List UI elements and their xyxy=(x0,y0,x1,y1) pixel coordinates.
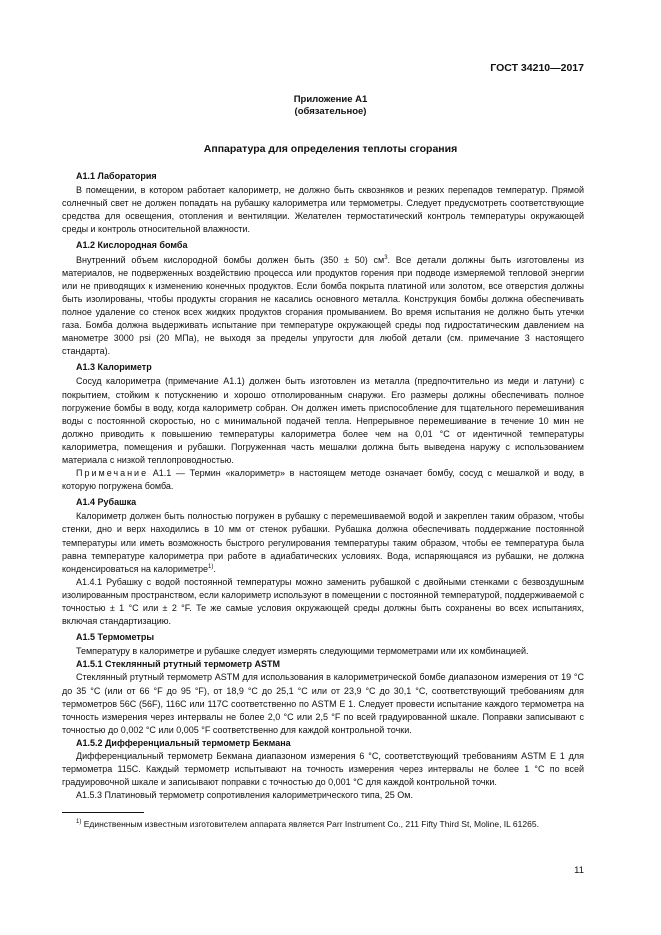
note-text: А1.1 — Термин «калориметр» в настоящем методе означает бомбу, сосуд с мешалкой и воду, в которую погружена бомба. xyxy=(62,468,584,492)
section-heading-a15: А1.5 Термометры xyxy=(76,632,154,643)
section-heading-a13: А1.3 Калориметр xyxy=(76,362,152,373)
paragraph-a14-end: . xyxy=(213,563,216,574)
section-heading-a14: А1.4 Рубашка xyxy=(76,497,137,508)
document-id: ГОСТ 34210—2017 xyxy=(490,62,584,74)
note-a11 xyxy=(62,467,584,493)
paragraph-a153: А1.5.3 Платиновый термометр сопротивления калориметрического типа, 25 Ом. xyxy=(76,790,413,801)
subsection-heading-a151: А1.5.1 Стеклянный ртутный термометр ASTM xyxy=(76,659,280,670)
annex-heading xyxy=(0,94,661,118)
section-heading-a11: А1.1 Лаборатория xyxy=(76,171,157,181)
paragraph-a14 xyxy=(62,510,584,575)
footnote xyxy=(62,818,584,830)
paragraph-a14-start: Калориметр должен быть полностью погружен в рубашку с перемешиваемой водой и закреплен таким образом, чтобы стенки, дно и верх находились в 10 мм от стенок рубашки. Рубашка должна обеспечивать поддержание постоянной температуры или иметь возможность быстрого регулирования температуры таким образом, чтобы ее температура была равна температуре калориметра при работе в адиабатических условиях. Вода, испаряющаяся из рубашки, не должна конденсироваться на калориметре xyxy=(62,511,584,574)
paragraph-a11: В помещении, в котором работает калориметр, не должно быть сквозняков и резких перепадов температур. Прямой солнечный свет не должен попадать на рубашку калориметра или термометры. Следует предусмотреть соответствующие средства для освещения, отопления и вентиляции. Желателен термостатический контроль температуры окружающей среды и контроль относительной влажности. xyxy=(62,185,584,235)
section-heading-a12: А1.2 Кислородная бомба xyxy=(76,240,188,251)
footnote-ref: 1) xyxy=(208,563,214,570)
paragraph-a12-end: . Все детали должны быть изготовлены из материалов, не подверженных воздействию процесса или продуктов горения при подводе измеряемой тепловой энергии или не приводящих к изменению конечных продуктов. Если бомба покрыта платиной или золотом, все отверстия должны быть изолированы, чтобы продукты сгорания не касались основного металла. Конструкция бомбы должна обеспечивать полное удаление со стенок всех жидких продуктов сгорания промыванием. Во время испытания не должно быть утечки газа. Бомба должна выдерживать испытание при температуре окружающей среды под гидростатическим давлением на манометре 3000 psi (20 МПа), не выходя за пределы упругости для любой детали (см. примечание 3 настоящего стандарта). xyxy=(62,254,585,357)
paragraph-a141: А1.4.1 Рубашку с водой постоянной температуры можно заменить рубашкой с двойными стенками с безвоздушным изолированным пространством, если калориметр используют в помещении с постоянной температурой, поддерживаемой с точностью ± 1 °С или ± 2 °F. Те же самые условия окружающей среды должны быть сохранены во всех испытаниях, включая стандартизацию. xyxy=(62,576,584,627)
footnote-marker: 1) xyxy=(76,819,82,826)
page-number: 11 xyxy=(574,865,584,876)
paragraph-a15: Температуру в калориметре и рубашке следует измерять следующими термометрами или их комбинацией. xyxy=(76,646,529,657)
footnote-divider xyxy=(62,812,144,813)
paragraph-a152: Дифференциальный термометр Бекмана диапазоном измерения 6 °С, соответствующий требованиям ASTM E 1 для термометра 115С. Каждый термометр испытывают на точность измерения через интервалы не более 1 °С по всей градуировочной шкале и записывают поправки с точностью до 0,001 °С для каждой контрольной точки. xyxy=(62,751,584,788)
annex-title: Приложение А1 xyxy=(293,94,368,105)
annex-status: (обязательное) xyxy=(294,106,367,117)
paragraph-a12-start: Внутренний объем кислородной бомбы должен быть (350 ± 50) см xyxy=(76,254,385,265)
footnote-text: Единственным известным изготовителем аппарата является Parr Instrument Co., 211 Fifty Third St, Moline, IL 61265. xyxy=(81,819,539,829)
document-body xyxy=(62,167,584,802)
main-title: Аппаратура для определения теплоты сгорания xyxy=(203,143,458,155)
paragraph-a12 xyxy=(62,254,584,359)
paragraph-a13: Сосуд калориметра (примечание А1.1) должен быть изготовлен из металла (предпочтительно из меди и латуни) с покрытием, стойким к потускнению и хорошо отполированным снаружи. Его размеры должны обеспечивать полное погружение бомбы в воду, когда калориметр собран. Он должен иметь приспособление для тщательного перемешивания воды с постоянной скоростью, но с минимальной подачей тепла. Непрерывное перемешивание в течение 10 мин не должно приводить к повышению температуры калориметра более чем на 0,01 °С от идентичной температуры калориметра, помещения и рубашки. Погруженная часть мешалки должна быть выведена наружу с использованием материала с низкой теплопроводностью. xyxy=(62,376,584,465)
paragraph-a151: Стеклянный ртутный термометр ASTM для использования в калориметрической бомбе диапазоном измерения от 19 °С до 35 °С (или от 66 °F до 95 °F), от 18,9 °С до 25,1 °С или от 23,9 °С до 30,1 °С, соответствующий требованиям для термометров 56С (56F), 116С или 117С соответственно по ASTM E 1. Следует провести испытание каждого термометра на точность измерения через интервалы не более 2,0 °С или 2,5 °F по всей градуированной шкале. Поправки записывают с точностью до 0,002 °С или 0,005 °F соответственно для каждой контрольной точки. xyxy=(62,672,584,735)
subsection-heading-a152: А1.5.2 Дифференциальный термометр Бекмана xyxy=(76,737,291,748)
note-label: Примечание xyxy=(76,468,149,479)
superscript-cube: 3 xyxy=(384,254,388,261)
